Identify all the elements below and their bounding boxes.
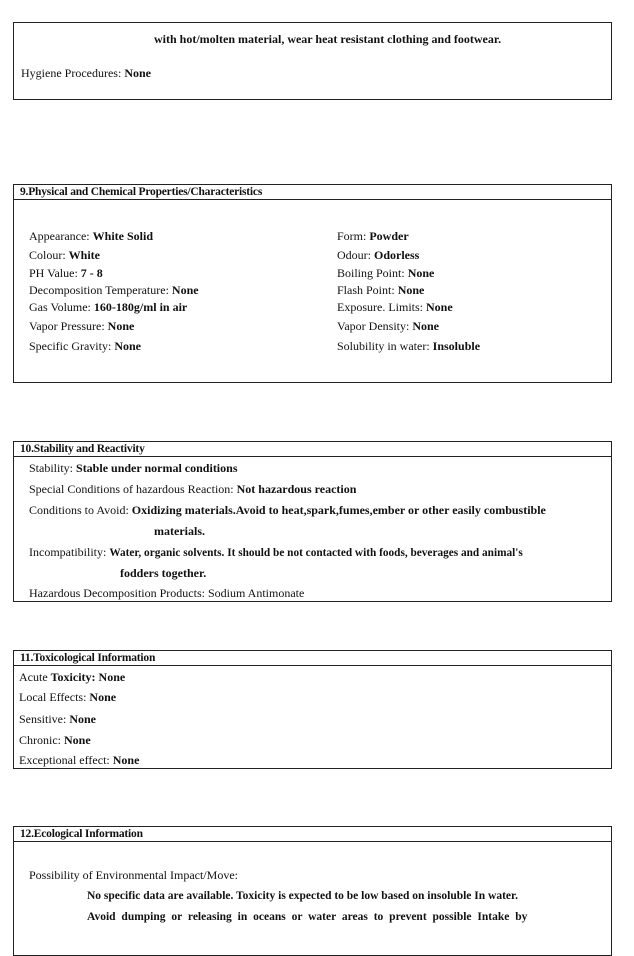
- decomposition-temperature-row: Decomposition Temperature: None: [29, 283, 199, 297]
- incompatibility-row: Incompatibility: Water, organic solvents. It should be not contacted with foods, beverages and animal's: [29, 545, 523, 559]
- stability-row: Stability: Stable under normal conditions: [29, 461, 238, 475]
- section-9-box: [13, 184, 612, 383]
- section-11-box: [13, 650, 612, 769]
- section-12-title: 12.Ecological Information: [14, 827, 611, 842]
- chronic-row: Chronic: None: [19, 733, 91, 747]
- section-11-title: 11.Toxicological Information: [14, 651, 611, 666]
- hazardous-decomposition-row: Hazardous Decomposition Products: Sodium Antimonate: [29, 586, 305, 600]
- sensitive-row: Sensitive: None: [19, 712, 97, 726]
- incompatibility-continued: fodders together.: [120, 566, 207, 580]
- local-effects-row: Local Effects: None: [19, 690, 117, 704]
- special-conditions-row: Special Conditions of hazardous Reaction: Not hazardous reaction: [29, 482, 357, 496]
- colour-row: Colour: White: [29, 248, 101, 262]
- conditions-to-avoid-row: Conditions to Avoid: Oxidizing materials.Avoid to heat,spark,fumes,ember or other easily combustible: [29, 503, 546, 517]
- boiling-point-row: Boiling Point: None: [337, 266, 435, 280]
- section-10-title: 10.Stability and Reactivity: [14, 442, 611, 457]
- gas-volume-row: Gas Volume: 160-180g/ml in air: [29, 300, 188, 314]
- environmental-impact-label: Possibility of Environmental Impact/Move:: [29, 868, 238, 882]
- conditions-to-avoid-continued: materials.: [154, 524, 205, 538]
- solubility-row: Solubility in water: Insoluble: [337, 339, 481, 353]
- ecological-text-line-2: Avoid dumping or releasing in oceans or water areas to prevent possible Intake by: [87, 911, 528, 923]
- exceptional-effect-row: Exceptional effect: None: [19, 753, 140, 767]
- ecological-text-line-1: No specific data are available. Toxicity is expected to be low based on insoluble In water.: [87, 890, 518, 902]
- hygiene-label: Hygiene Procedures:: [21, 66, 122, 80]
- hygiene-value: None: [124, 66, 151, 80]
- vapor-density-row: Vapor Density: None: [337, 319, 439, 333]
- form-row: Form: Powder: [337, 229, 409, 243]
- acute-toxicity-row: Acute Toxicity: None: [19, 670, 126, 684]
- flash-point-row: Flash Point: None: [337, 283, 425, 297]
- section-9-title: 9.Physical and Chemical Properties/Characteristics: [14, 185, 611, 200]
- vapor-pressure-row: Vapor Pressure: None: [29, 319, 135, 333]
- specific-gravity-row: Specific Gravity: None: [29, 339, 141, 353]
- appearance-row: Appearance: White Solid: [29, 229, 153, 243]
- hygiene-procedures: [21, 65, 151, 81]
- exposure-limits-row: Exposure. Limits: None: [337, 300, 453, 314]
- ph-value-row: PH Value: 7 - 8: [29, 266, 103, 280]
- protective-equipment-text: with hot/molten material, wear heat resistant clothing and footwear.: [154, 32, 502, 46]
- section-12-box: [13, 826, 612, 956]
- odour-row: Odour: Odorless: [337, 248, 420, 262]
- section-8-box: [13, 22, 612, 100]
- section-10-box: [13, 441, 612, 602]
